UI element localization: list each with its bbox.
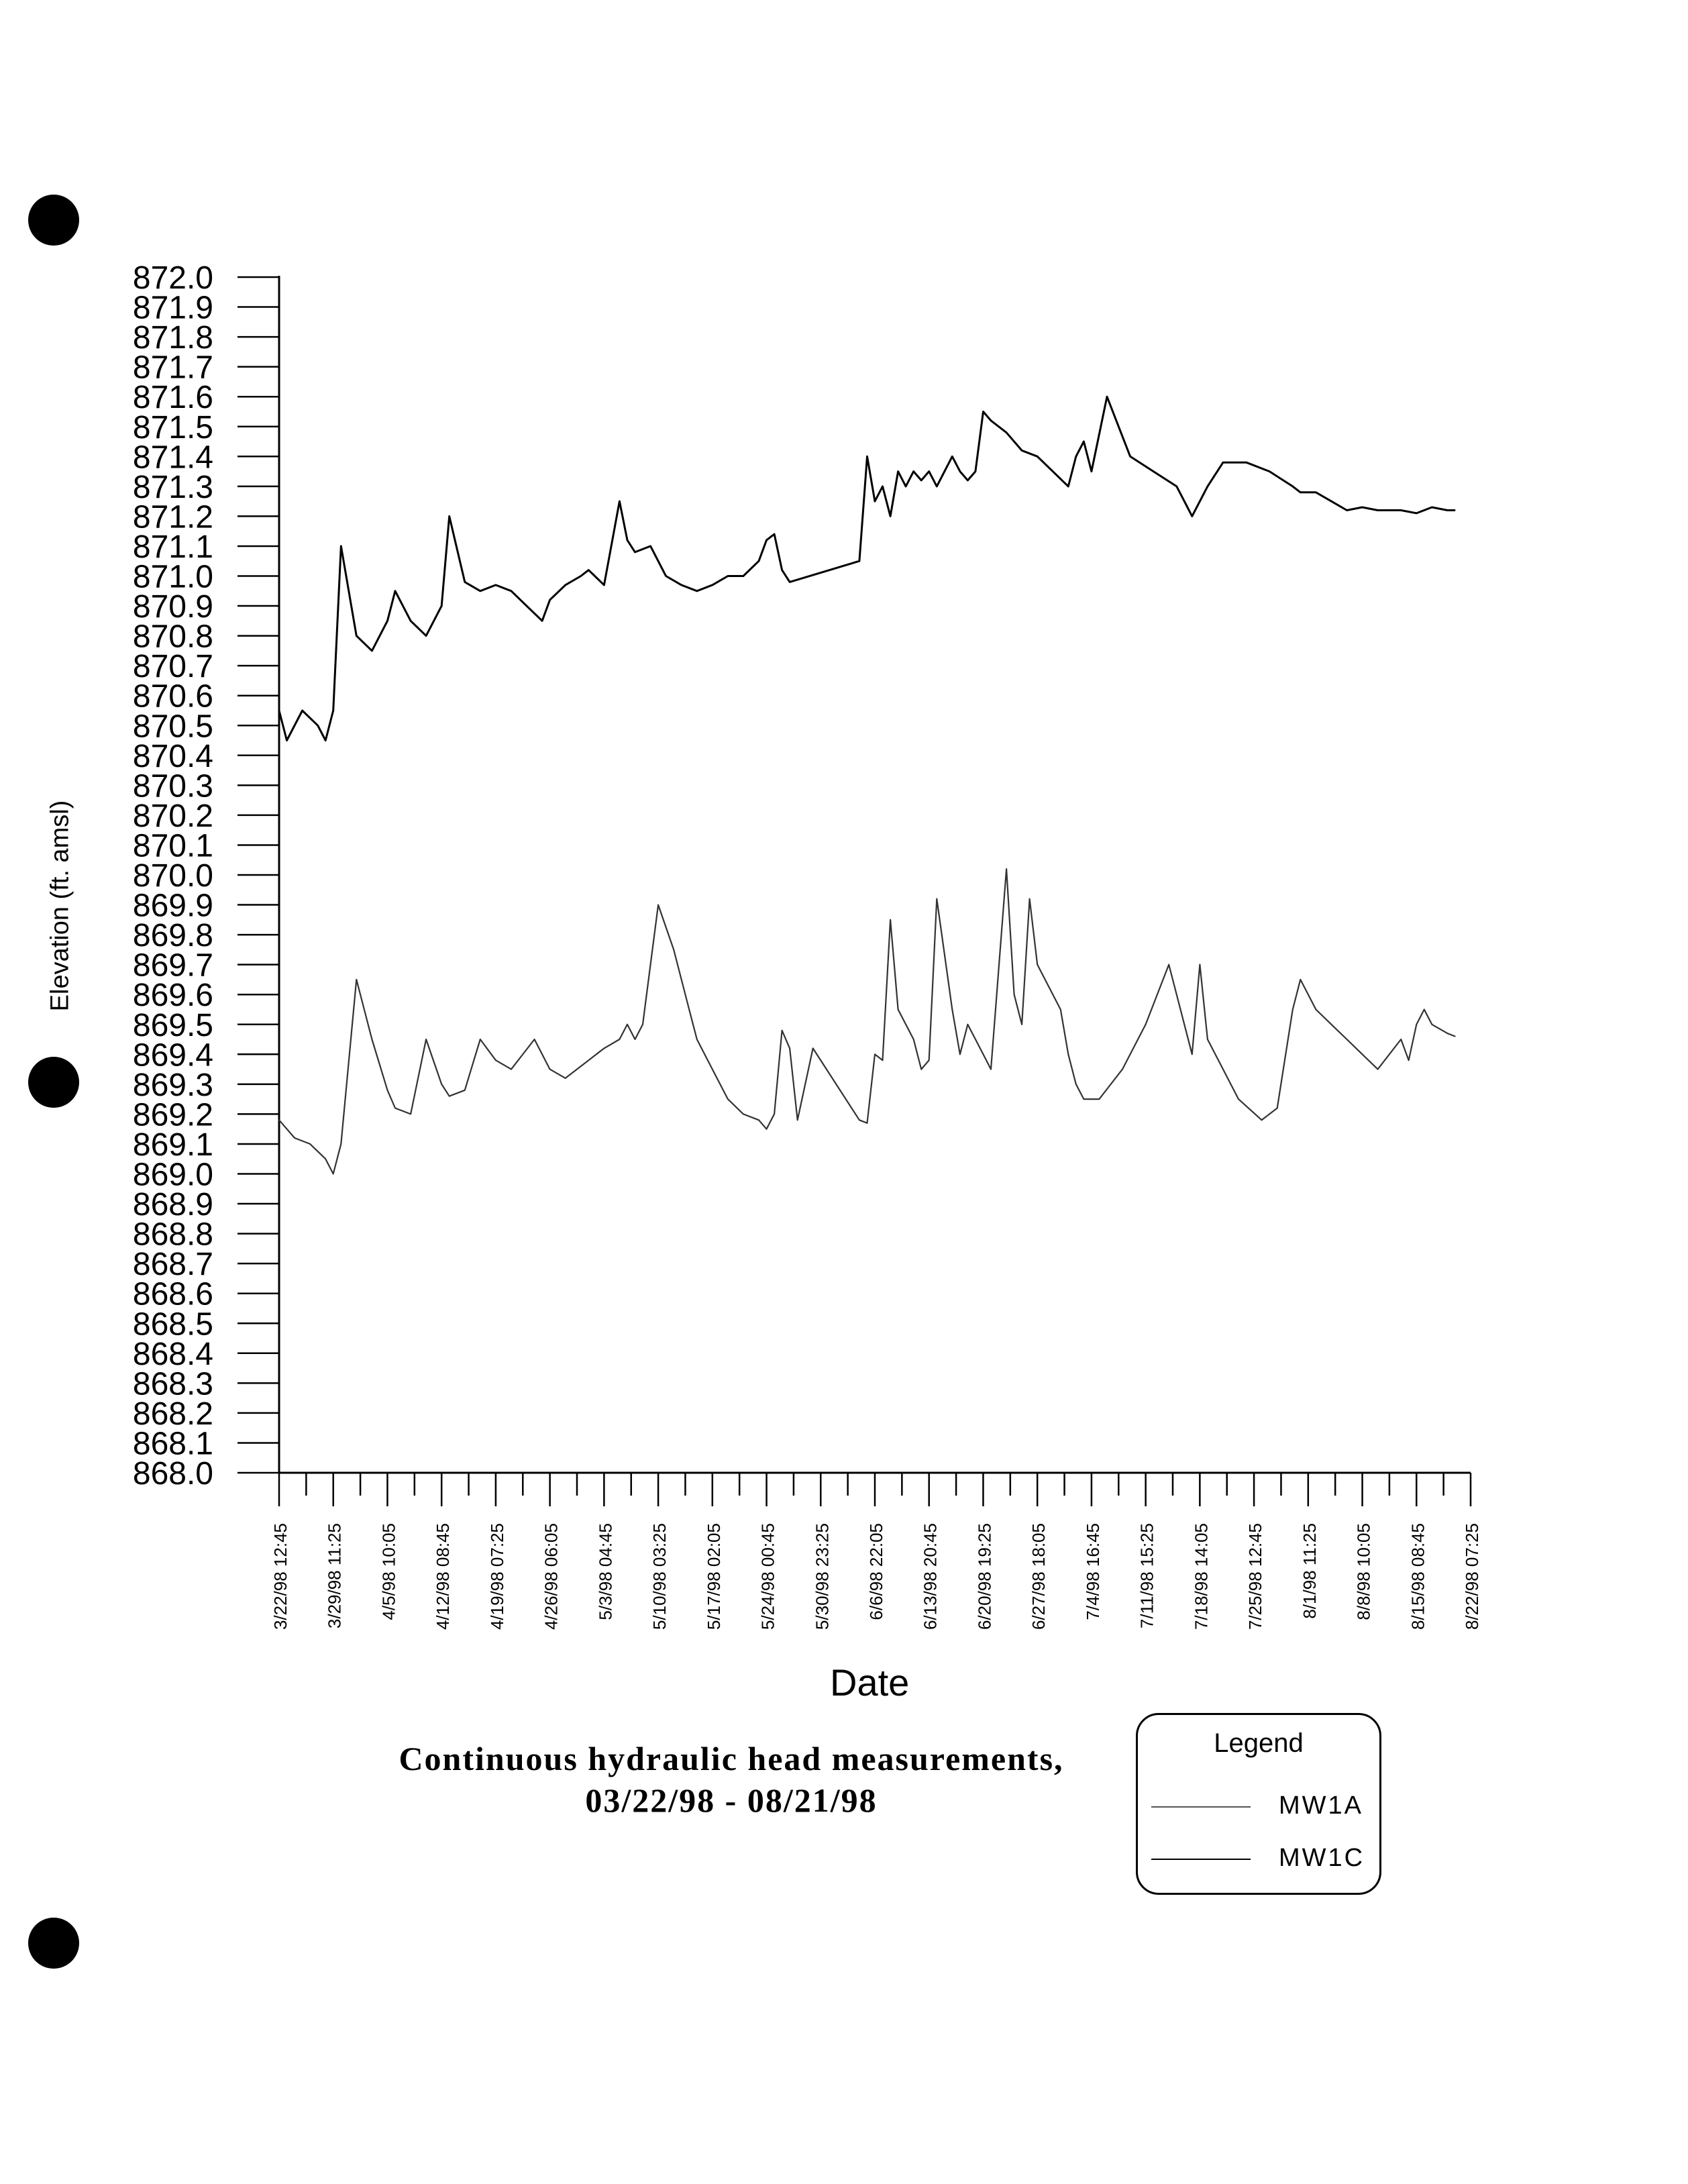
- data-point-mw1c: [913, 471, 914, 472]
- data-point-mw1a: [967, 1024, 969, 1025]
- x-tick-label: 5/30/98 23:25: [812, 1523, 833, 1630]
- data-point-mw1a: [372, 1039, 373, 1040]
- data-point-mw1c: [464, 582, 466, 583]
- data-point-mw1c: [1246, 462, 1247, 463]
- data-point-mw1a: [1145, 1024, 1147, 1025]
- data-point-mw1c: [952, 456, 953, 458]
- x-tick-label: 8/8/98 10:05: [1353, 1523, 1374, 1620]
- data-point-mw1c: [1432, 507, 1433, 508]
- data-point-mw1c: [937, 486, 938, 487]
- data-point-mw1a: [425, 1039, 427, 1040]
- data-point-mw1a: [394, 1108, 396, 1109]
- data-point-mw1a: [743, 1114, 744, 1115]
- data-point-mw1a: [983, 1054, 984, 1055]
- data-point-mw1c: [348, 590, 350, 592]
- y-tick-label: 871.8: [132, 320, 213, 356]
- data-point-mw1a: [1084, 1098, 1085, 1100]
- y-tick-label: 872.0: [132, 260, 213, 296]
- y-tick-label: 869.1: [132, 1127, 213, 1163]
- data-point-mw1c: [480, 590, 481, 592]
- data-point-mw1c: [1106, 396, 1108, 397]
- y-tick-label: 868.1: [132, 1426, 213, 1462]
- data-point-mw1a: [1045, 979, 1046, 980]
- data-point-mw1a: [627, 1024, 628, 1025]
- data-point-mw1c: [565, 584, 566, 586]
- data-point-mw1c: [1200, 501, 1201, 502]
- y-tick-label: 870.6: [132, 678, 213, 715]
- data-point-mw1c: [278, 710, 280, 711]
- y-tick-label: 871.7: [132, 350, 213, 386]
- data-point-mw1c: [526, 605, 527, 607]
- data-point-mw1c: [372, 650, 373, 652]
- y-tick-label: 868.4: [132, 1336, 213, 1372]
- data-point-mw1c: [898, 471, 899, 472]
- y-tick-label: 871.6: [132, 380, 213, 416]
- data-point-mw1a: [1432, 1024, 1433, 1025]
- data-point-mw1c: [867, 456, 868, 458]
- data-point-mw1a: [696, 1039, 698, 1040]
- x-axis-title: Date: [830, 1661, 910, 1704]
- x-tick-label: 3/22/98 12:45: [270, 1523, 291, 1630]
- data-point-mw1a: [688, 1009, 690, 1010]
- data-point-mw1a: [1377, 1069, 1379, 1070]
- data-point-mw1a: [1400, 1039, 1402, 1040]
- y-tick-label: 868.5: [132, 1306, 213, 1343]
- data-point-mw1a: [766, 1129, 768, 1130]
- y-tick-label: 870.2: [132, 798, 213, 834]
- data-point-mw1c: [766, 539, 768, 541]
- data-point-mw1c: [666, 576, 667, 577]
- y-axis: [133, 260, 279, 1492]
- data-point-mw1c: [1207, 486, 1208, 487]
- data-point-mw1c: [333, 710, 334, 711]
- data-point-mw1a: [1447, 1033, 1448, 1034]
- data-point-mw1c: [635, 552, 636, 553]
- data-point-mw1a: [1215, 1054, 1216, 1055]
- data-point-mw1c: [1084, 441, 1085, 442]
- data-point-mw1c: [1292, 486, 1294, 487]
- data-point-mw1c: [1021, 450, 1022, 452]
- x-tick-label: 4/5/98 10:05: [378, 1523, 399, 1620]
- x-tick-label: 5/24/98 00:45: [757, 1523, 778, 1630]
- data-point-mw1a: [341, 1143, 342, 1145]
- data-point-mw1a: [874, 1054, 876, 1055]
- data-point-mw1c: [425, 635, 427, 637]
- data-point-mw1a: [333, 1174, 334, 1175]
- data-point-mw1c: [1316, 492, 1317, 493]
- data-point-mw1a: [1207, 1039, 1208, 1040]
- data-point-mw1a: [959, 1054, 961, 1055]
- data-point-mw1a: [1168, 964, 1169, 966]
- data-point-mw1c: [441, 605, 442, 607]
- data-point-mw1a: [449, 1096, 450, 1097]
- y-tick-label: 870.1: [132, 828, 213, 864]
- data-point-mw1c: [650, 545, 651, 547]
- data-point-mw1c: [341, 545, 342, 547]
- data-point-mw1a: [511, 1069, 512, 1070]
- x-tick-label: 5/10/98 03:25: [649, 1523, 670, 1630]
- legend-label-mw1a: MW1A: [1279, 1791, 1363, 1820]
- y-axis-label-wrap: [20, 772, 101, 1040]
- data-point-mw1c: [619, 501, 621, 502]
- data-point-mw1c: [859, 560, 860, 562]
- data-point-mw1a: [920, 1069, 922, 1070]
- data-point-mw1c: [1052, 471, 1053, 472]
- data-point-mw1c: [604, 584, 605, 586]
- data-point-mw1a: [1331, 1024, 1332, 1025]
- x-tick-label: 8/1/98 11:25: [1299, 1523, 1320, 1619]
- data-point-mw1c: [789, 582, 790, 583]
- data-point-mw1a: [1006, 868, 1007, 870]
- data-point-mw1c: [1068, 486, 1069, 487]
- series-line-mw1a: [279, 869, 1455, 1174]
- legend-item-mw1a: [1138, 1790, 1379, 1824]
- data-point-mw1a: [1122, 1069, 1123, 1070]
- data-point-mw1a: [1099, 1098, 1100, 1100]
- legend-box: [1136, 1713, 1381, 1895]
- data-point-mw1a: [309, 1143, 311, 1145]
- data-point-mw1a: [1222, 1069, 1224, 1070]
- data-point-mw1a: [937, 898, 938, 900]
- data-point-mw1a: [859, 1120, 860, 1121]
- data-point-mw1a: [990, 1069, 992, 1070]
- y-tick-label: 870.0: [132, 858, 213, 894]
- y-tick-label: 870.3: [132, 768, 213, 804]
- data-point-mw1c: [1447, 510, 1448, 511]
- x-tick-label: 7/18/98 14:05: [1191, 1523, 1212, 1630]
- data-point-mw1a: [797, 1120, 798, 1121]
- data-point-mw1a: [464, 1090, 466, 1091]
- y-tick-label: 869.4: [132, 1037, 213, 1074]
- y-tick-label: 871.5: [132, 409, 213, 446]
- x-tick-label: 5/3/98 04:45: [595, 1523, 616, 1620]
- data-point-mw1c: [449, 516, 450, 517]
- data-point-mw1c: [495, 584, 496, 586]
- data-point-mw1c: [990, 420, 992, 421]
- data-point-mw1a: [1408, 1059, 1410, 1061]
- data-point-mw1a: [1060, 1009, 1061, 1010]
- y-axis-title: Elevation (ft. amsl): [46, 800, 74, 1012]
- data-point-mw1c: [1269, 471, 1270, 472]
- data-point-mw1c: [1075, 456, 1077, 458]
- data-point-mw1c: [394, 590, 396, 592]
- data-point-mw1a: [387, 1090, 388, 1091]
- data-point-mw1a: [1238, 1098, 1239, 1100]
- data-point-mw1a: [1300, 979, 1302, 980]
- data-point-mw1c: [1037, 456, 1038, 458]
- data-point-mw1c: [1192, 516, 1193, 517]
- x-tick-label: 4/19/98 07:25: [486, 1523, 507, 1630]
- data-point-mw1c: [696, 590, 698, 592]
- data-point-mw1a: [278, 1120, 280, 1121]
- data-point-mw1a: [441, 1084, 442, 1085]
- data-point-mw1a: [619, 1039, 621, 1040]
- y-tick-label: 869.9: [132, 888, 213, 924]
- data-point-mw1a: [1075, 1084, 1077, 1085]
- data-point-mw1c: [325, 740, 326, 741]
- x-tick-label: 4/12/98 08:45: [433, 1523, 454, 1630]
- data-point-mw1a: [1424, 1009, 1425, 1010]
- data-point-mw1c: [882, 486, 884, 487]
- data-point-mw1c: [302, 710, 303, 711]
- data-point-mw1c: [905, 486, 906, 487]
- data-point-mw1c: [975, 471, 976, 472]
- data-point-mw1c: [758, 560, 759, 562]
- chart-subtitle: 03/22/98 - 08/21/98: [585, 1781, 878, 1819]
- y-tick-label: 868.6: [132, 1276, 213, 1312]
- data-point-mw1a: [1037, 964, 1038, 966]
- data-point-mw1a: [565, 1078, 566, 1079]
- data-point-mw1c: [1362, 507, 1363, 508]
- data-point-mw1c: [1300, 492, 1302, 493]
- data-point-mw1a: [657, 904, 659, 906]
- y-tick-label: 871.0: [132, 559, 213, 595]
- y-tick-label: 869.0: [132, 1157, 213, 1193]
- data-point-mw1a: [642, 1024, 643, 1025]
- y-tick-label: 871.3: [132, 469, 213, 505]
- data-point-mw1a: [867, 1123, 868, 1124]
- data-point-mw1a: [534, 1039, 535, 1040]
- y-tick-label: 869.7: [132, 947, 213, 984]
- data-point-mw1a: [1014, 994, 1015, 995]
- data-point-mw1a: [812, 1048, 814, 1049]
- chart-title: Continuous hydraulic head measurements,: [399, 1740, 1064, 1777]
- data-point-mw1a: [1029, 898, 1031, 900]
- x-tick-label: 8/15/98 08:45: [1408, 1523, 1428, 1630]
- data-point-mw1c: [1091, 471, 1092, 472]
- data-point-mw1c: [774, 533, 775, 535]
- y-tick-label: 870.8: [132, 619, 213, 655]
- y-tick-label: 871.4: [132, 439, 213, 476]
- x-tick-label: 7/11/98 15:25: [1137, 1523, 1157, 1629]
- y-tick-label: 869.5: [132, 1007, 213, 1043]
- data-point-mw1a: [890, 919, 891, 921]
- data-point-mw1a: [1184, 1024, 1185, 1025]
- data-point-mw1a: [929, 1059, 930, 1061]
- data-point-mw1c: [1400, 510, 1402, 511]
- x-tick-label: 5/17/98 02:05: [703, 1523, 724, 1630]
- data-point-mw1c: [286, 740, 288, 741]
- data-point-mw1a: [480, 1039, 481, 1040]
- data-point-mw1a: [549, 1069, 551, 1070]
- data-point-mw1c: [356, 635, 358, 637]
- data-point-mw1c: [1130, 456, 1131, 458]
- y-tick-label: 868.0: [132, 1456, 213, 1492]
- legend-title: Legend: [1214, 1728, 1304, 1758]
- data-point-mw1c: [1416, 513, 1418, 514]
- data-point-mw1a: [1347, 1039, 1348, 1040]
- data-point-mw1c: [317, 725, 319, 727]
- data-point-mw1a: [727, 1098, 729, 1100]
- data-point-mw1a: [1416, 1024, 1418, 1025]
- data-point-mw1c: [1331, 501, 1332, 502]
- data-point-mw1c: [1176, 486, 1177, 487]
- data-point-mw1a: [604, 1048, 605, 1049]
- x-tick-label: 6/13/98 20:45: [920, 1523, 941, 1630]
- y-tick-label: 868.3: [132, 1366, 213, 1402]
- y-tick-label: 869.2: [132, 1097, 213, 1133]
- data-point-mw1c: [1153, 471, 1154, 472]
- data-point-mw1c: [1184, 501, 1185, 502]
- data-point-mw1a: [1277, 1108, 1278, 1109]
- data-point-mw1a: [1362, 1054, 1363, 1055]
- x-tick-label: 4/26/98 06:05: [541, 1523, 562, 1630]
- y-tick-label: 869.3: [132, 1067, 213, 1103]
- data-point-mw1c: [920, 480, 922, 481]
- x-tick-label: 6/27/98 18:05: [1028, 1523, 1049, 1630]
- data-point-mw1a: [774, 1114, 775, 1115]
- data-point-mw1c: [983, 411, 984, 413]
- data-point-mw1c: [580, 576, 582, 577]
- x-tick-label: 8/22/98 07:25: [1462, 1523, 1482, 1630]
- x-tick-label: 6/6/98 22:05: [866, 1523, 886, 1620]
- x-tick-label: 3/29/98 11:25: [324, 1523, 345, 1629]
- data-point-mw1c: [782, 570, 783, 571]
- legend-swatch-mw1a: [1151, 1806, 1251, 1808]
- y-tick-label: 869.6: [132, 978, 213, 1014]
- data-point-mw1c: [1455, 510, 1456, 511]
- y-tick-label: 868.8: [132, 1216, 213, 1253]
- y-tick-label: 868.9: [132, 1187, 213, 1223]
- data-point-mw1a: [1021, 1024, 1022, 1025]
- data-point-mw1a: [1261, 1120, 1263, 1121]
- data-point-mw1a: [673, 949, 674, 951]
- y-tick-label: 871.9: [132, 290, 213, 326]
- data-point-mw1c: [967, 480, 969, 481]
- y-tick-label: 870.4: [132, 738, 213, 774]
- data-point-mw1c: [681, 584, 682, 586]
- data-point-mw1a: [495, 1059, 496, 1061]
- data-point-mw1c: [588, 570, 590, 571]
- data-point-mw1c: [1377, 510, 1379, 511]
- x-tick-label: 7/25/98 12:45: [1245, 1523, 1266, 1630]
- data-point-mw1a: [758, 1120, 759, 1121]
- chart-caption: [295, 1738, 1167, 1821]
- data-point-mw1a: [712, 1069, 713, 1070]
- data-point-mw1a: [325, 1158, 326, 1159]
- series-line-mw1c: [279, 397, 1455, 740]
- legend-swatch-mw1c: [1151, 1859, 1251, 1860]
- y-tick-label: 869.8: [132, 918, 213, 954]
- y-tick-label: 871.2: [132, 499, 213, 535]
- data-point-mw1a: [882, 1059, 884, 1061]
- data-point-mw1c: [549, 599, 551, 601]
- data-point-mw1c: [541, 621, 543, 622]
- data-point-mw1a: [294, 1137, 295, 1139]
- data-point-mw1c: [627, 539, 628, 541]
- data-point-mw1c: [1006, 432, 1007, 433]
- data-point-mw1a: [1316, 1009, 1317, 1010]
- legend-label-mw1c: MW1C: [1279, 1844, 1365, 1872]
- data-point-mw1c: [511, 590, 512, 592]
- legend-item-mw1c: [1138, 1842, 1379, 1876]
- data-point-mw1a: [898, 1009, 899, 1010]
- data-point-mw1c: [890, 516, 891, 517]
- data-point-mw1a: [356, 979, 358, 980]
- data-point-mw1a: [952, 1009, 953, 1010]
- y-tick-label: 870.9: [132, 589, 213, 625]
- data-point-mw1a: [588, 1059, 590, 1061]
- data-point-mw1a: [1455, 1036, 1456, 1037]
- data-point-mw1c: [727, 576, 729, 577]
- data-point-mw1a: [1200, 964, 1201, 966]
- data-point-mw1c: [874, 501, 876, 502]
- y-tick-label: 870.7: [132, 649, 213, 685]
- data-point-mw1c: [929, 471, 930, 472]
- data-point-mw1a: [410, 1114, 411, 1115]
- data-point-mw1a: [1192, 1054, 1193, 1055]
- data-point-mw1c: [712, 584, 713, 586]
- data-point-mw1c: [959, 471, 961, 472]
- y-tick-label: 868.7: [132, 1247, 213, 1283]
- y-tick-label: 870.5: [132, 709, 213, 745]
- data-point-mw1c: [743, 576, 744, 577]
- data-point-mw1c: [1347, 510, 1348, 511]
- y-tick-label: 871.1: [132, 529, 213, 565]
- x-axis: [270, 1473, 1482, 1630]
- series-layer: [278, 396, 1456, 1174]
- data-point-mw1c: [387, 621, 388, 622]
- data-point-mw1a: [789, 1048, 790, 1049]
- data-point-mw1c: [410, 621, 411, 622]
- y-tick-label: 868.2: [132, 1396, 213, 1432]
- data-point-mw1a: [1068, 1054, 1069, 1055]
- data-point-mw1c: [1222, 462, 1224, 463]
- data-point-mw1a: [1292, 1009, 1294, 1010]
- x-tick-label: 6/20/98 19:25: [974, 1523, 995, 1630]
- data-point-mw1a: [913, 1039, 914, 1040]
- x-tick-label: 7/4/98 16:45: [1082, 1523, 1103, 1620]
- data-point-mw1a: [782, 1030, 783, 1031]
- data-point-mw1a: [635, 1039, 636, 1040]
